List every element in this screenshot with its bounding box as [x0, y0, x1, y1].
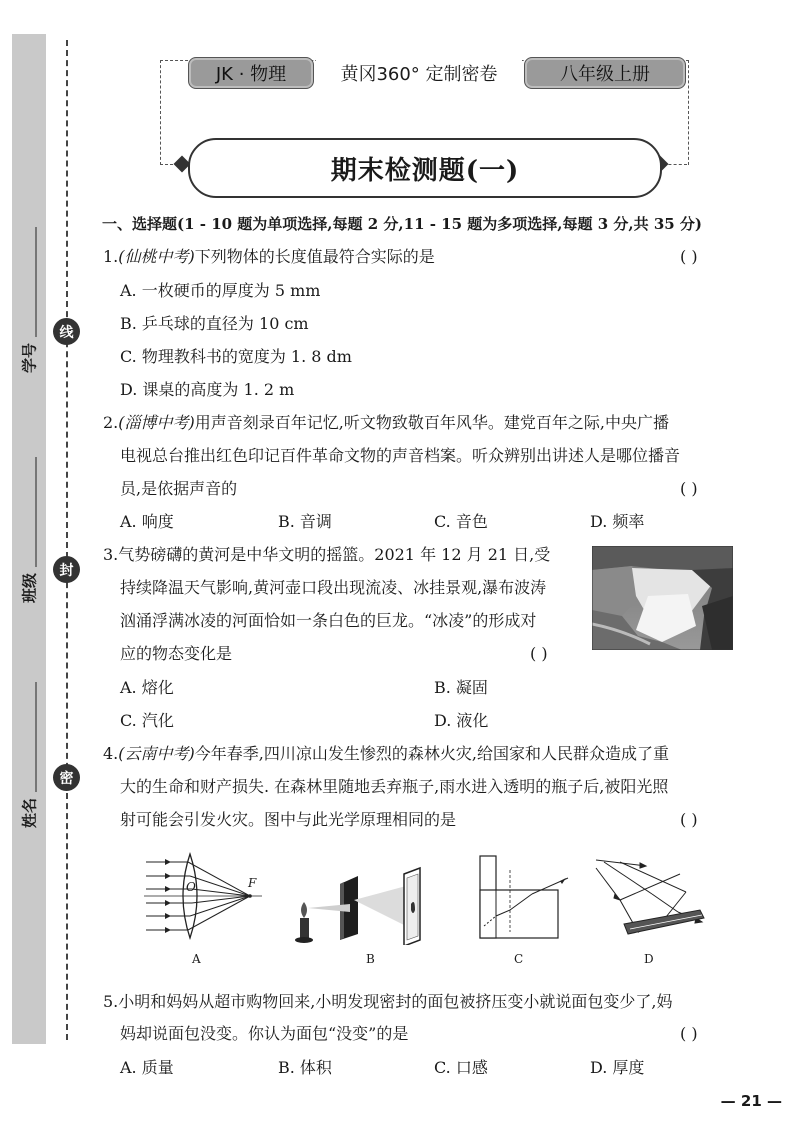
figure-a-convex-lens[interactable]	[140, 850, 270, 945]
figure-c-refraction[interactable]	[470, 852, 580, 944]
figure-d-mirror-reflection[interactable]	[590, 852, 712, 944]
lens-center-label: O	[186, 880, 196, 894]
answer-blank-q4[interactable]: ( )	[680, 810, 698, 829]
q2-option-c[interactable]: C. 音色	[434, 512, 488, 531]
q5-option-d[interactable]: D. 厚度	[590, 1058, 645, 1077]
question-4-line-2: 大的生命和财产损失. 在森林里随地丢弃瓶子,雨水进入透明的瓶子后,被阳光照	[120, 777, 669, 796]
section-heading: 一、选择题(1 - 10 题为单项选择,每题 2 分,11 - 15 题为多项选择,每题 3 分,共 35 分)	[102, 215, 703, 233]
question-2-line-3: 员,是依据声音的	[120, 479, 238, 498]
seal-mark-xian: 线	[53, 318, 80, 345]
q1-option-d[interactable]: D. 课桌的高度为 1. 2 m	[120, 380, 295, 399]
q3-option-d[interactable]: D. 液化	[434, 711, 489, 730]
q5-option-a[interactable]: A. 质量	[120, 1058, 174, 1077]
page-number: — 21 —	[720, 1092, 782, 1110]
question-3-line-3: 汹涌浮满冰凌的河面恰如一条白色的巨龙。“冰凌”的形成对	[120, 611, 537, 630]
q2-option-a[interactable]: A. 响度	[120, 512, 174, 531]
question-2-stem: 2.(淄博中考)用声音刻录百年记忆,听文物致敬百年风华。建党百年之际,中央广播	[103, 413, 669, 432]
q5-option-c[interactable]: C. 口感	[434, 1058, 488, 1077]
student-id-field[interactable]	[19, 227, 40, 373]
waterfall-photo	[592, 546, 733, 650]
question-3-line-2: 持续降温天气影响,黄河壶口段出现流凌、冰挂景观,瀑布波涛	[120, 578, 547, 597]
answer-blank-q3[interactable]: ( )	[530, 644, 548, 663]
class-label: 班级	[20, 572, 39, 604]
q5-option-b[interactable]: B. 体积	[278, 1058, 332, 1077]
answer-blank-q1[interactable]: ( )	[680, 247, 698, 266]
q2-option-d[interactable]: D. 频率	[590, 512, 645, 531]
seal-mark-mi: 密	[53, 764, 80, 791]
page-title: 期末检测题(一)	[188, 138, 662, 198]
subject-badge: JK · 物理	[188, 57, 314, 89]
question-3-stem: 3.气势磅礴的黄河是中华文明的摇篮。2021 年 12 月 21 日,受	[103, 545, 551, 564]
question-5-line-2: 妈却说面包没变。你认为面包“没变”的是	[120, 1024, 409, 1043]
seal-mark-feng: 封	[53, 556, 80, 583]
answer-blank-q2[interactable]: ( )	[680, 479, 698, 498]
q3-option-b[interactable]: B. 凝固	[434, 678, 488, 697]
q1-option-a[interactable]: A. 一枚硬币的厚度为 5 mm	[120, 281, 321, 300]
seal-cut-line	[66, 40, 68, 1040]
q3-option-a[interactable]: A. 熔化	[120, 678, 174, 697]
series-name: 黄冈360° 定制密卷	[316, 58, 522, 88]
q1-option-b[interactable]: B. 乒乓球的直径为 10 cm	[120, 314, 309, 333]
figure-b-label: B	[366, 952, 375, 966]
name-label: 姓名	[20, 797, 39, 829]
q2-option-b[interactable]: B. 音调	[278, 512, 332, 531]
question-4-line-3: 射可能会引发火灾。图中与此光学原理相同的是	[120, 810, 457, 829]
figure-b-pinhole-imaging[interactable]	[294, 860, 444, 945]
grade-badge: 八年级上册	[524, 57, 686, 89]
q1-option-c[interactable]: C. 物理教科书的宽度为 1. 8 dm	[120, 347, 352, 366]
question-2-line-2: 电视总台推出红色印记百件革命文物的声音档案。听众辨别出讲述人是哪位播音	[120, 446, 681, 465]
question-5-stem: 5.小明和妈妈从超市购物回来,小明发现密封的面包被挤压变小就说面包变少了,妈	[103, 992, 673, 1011]
name-field[interactable]	[19, 682, 40, 828]
figure-d-label: D	[644, 952, 654, 966]
focal-point-label: F	[248, 876, 257, 890]
figure-c-label: C	[514, 952, 524, 966]
student-id-label: 学号	[20, 342, 39, 374]
question-3-line-4: 应的物态变化是	[120, 644, 233, 663]
question-1-stem: 1.(仙桃中考)下列物体的长度值最符合实际的是	[103, 247, 435, 266]
figure-a-label: A	[192, 952, 201, 966]
answer-blank-q5[interactable]: ( )	[680, 1024, 698, 1043]
q3-option-c[interactable]: C. 汽化	[120, 711, 174, 730]
question-4-stem: 4.(云南中考)今年春季,四川凉山发生惨烈的森林火灾,给国家和人民群众造成了重	[103, 744, 669, 763]
class-field[interactable]	[19, 457, 40, 603]
